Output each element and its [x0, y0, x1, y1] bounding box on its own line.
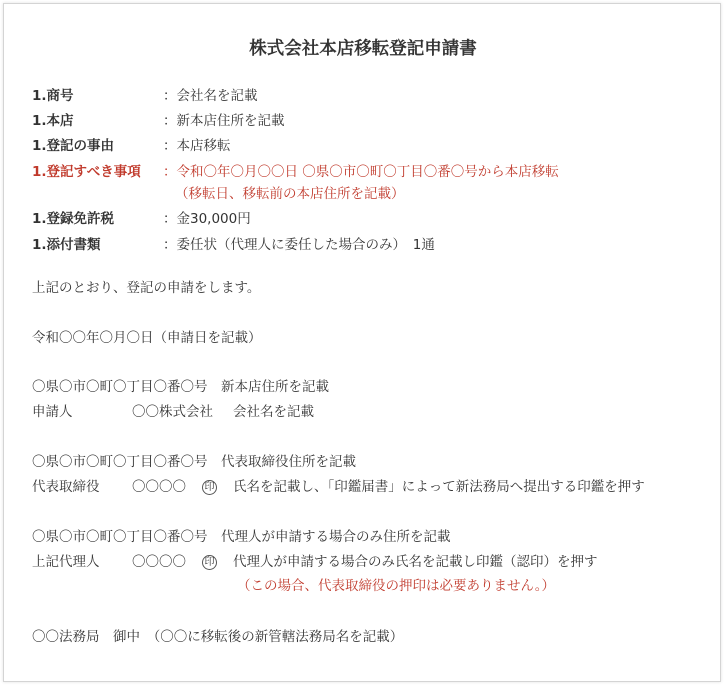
field-value-tax: ：金30,000円: [163, 211, 251, 227]
addressee-text: 〇〇法務局 御中 （〇〇に移転後の新管轄法務局名を記載）: [32, 629, 404, 645]
document-title: 株式会社本店移転登記申請書: [249, 39, 477, 59]
field-value-attachments: ：委任状（代理人に委任した場合のみ） 1通: [163, 237, 435, 253]
applicant-label: 申請人: [32, 404, 73, 420]
agent-note-2: （この場合、代表取締役の押印は必要ありません。）: [237, 578, 556, 594]
agent-note: 代理人が申請する場合のみ氏名を記載し印鑑（認印）を押す: [233, 554, 598, 570]
applicant-address: 〇県〇市〇町〇丁目〇番〇号 新本店住所を記載: [32, 379, 329, 395]
field-value-matters: ：令和〇年〇月〇〇日 〇県〇市〇町〇丁目〇番〇号から本店移転: [163, 164, 559, 180]
field-value-reason: ：本店移転: [163, 138, 231, 154]
agent-label: 上記代理人: [32, 554, 100, 570]
field-label-reason: 1.登記の事由: [32, 138, 115, 154]
applicant-company: 〇〇株式会社: [132, 404, 213, 420]
seal-icon: 印: [202, 480, 217, 495]
representative-address: 〇県〇市〇町〇丁目〇番〇号 代表取締役住所を記載: [32, 454, 356, 470]
field-label-tax: 1.登録免許税: [32, 211, 115, 227]
field-label-matters: 1.登記すべき事項: [32, 164, 141, 180]
statement-text: 上記のとおり、登記の申請をします。: [32, 280, 261, 296]
applicant-company-note: 会社名を記載: [233, 404, 314, 420]
representative-note: 氏名を記載し、「印鑑届書」によって新法務局へ提出する印鑑を押す: [233, 479, 645, 495]
field-label-head-office: 1.本店: [32, 113, 74, 129]
representative-name: 〇〇〇〇: [132, 479, 186, 495]
agent-name: 〇〇〇〇: [132, 554, 186, 570]
field-value-head-office: ：新本店住所を記載: [163, 113, 285, 129]
field-label-attachments: 1.添付書類: [32, 237, 101, 253]
representative-label: 代表取締役: [32, 479, 100, 495]
representative-line: [32, 478, 645, 496]
field-label-trade-name: 1.商号: [32, 88, 74, 104]
agent-address: 〇県〇市〇町〇丁目〇番〇号 代理人が申請する場合のみ住所を記載: [32, 529, 451, 545]
field-value-trade-name: ：会社名を記載: [163, 88, 258, 104]
seal-icon: 印: [202, 555, 217, 570]
date-text: 令和〇〇年〇月〇日（申請日を記載）: [32, 330, 262, 346]
field-note-matters: （移転日、移転前の本店住所を記載）: [175, 186, 405, 202]
applicant-line: [32, 403, 314, 421]
agent-line: [32, 553, 598, 571]
